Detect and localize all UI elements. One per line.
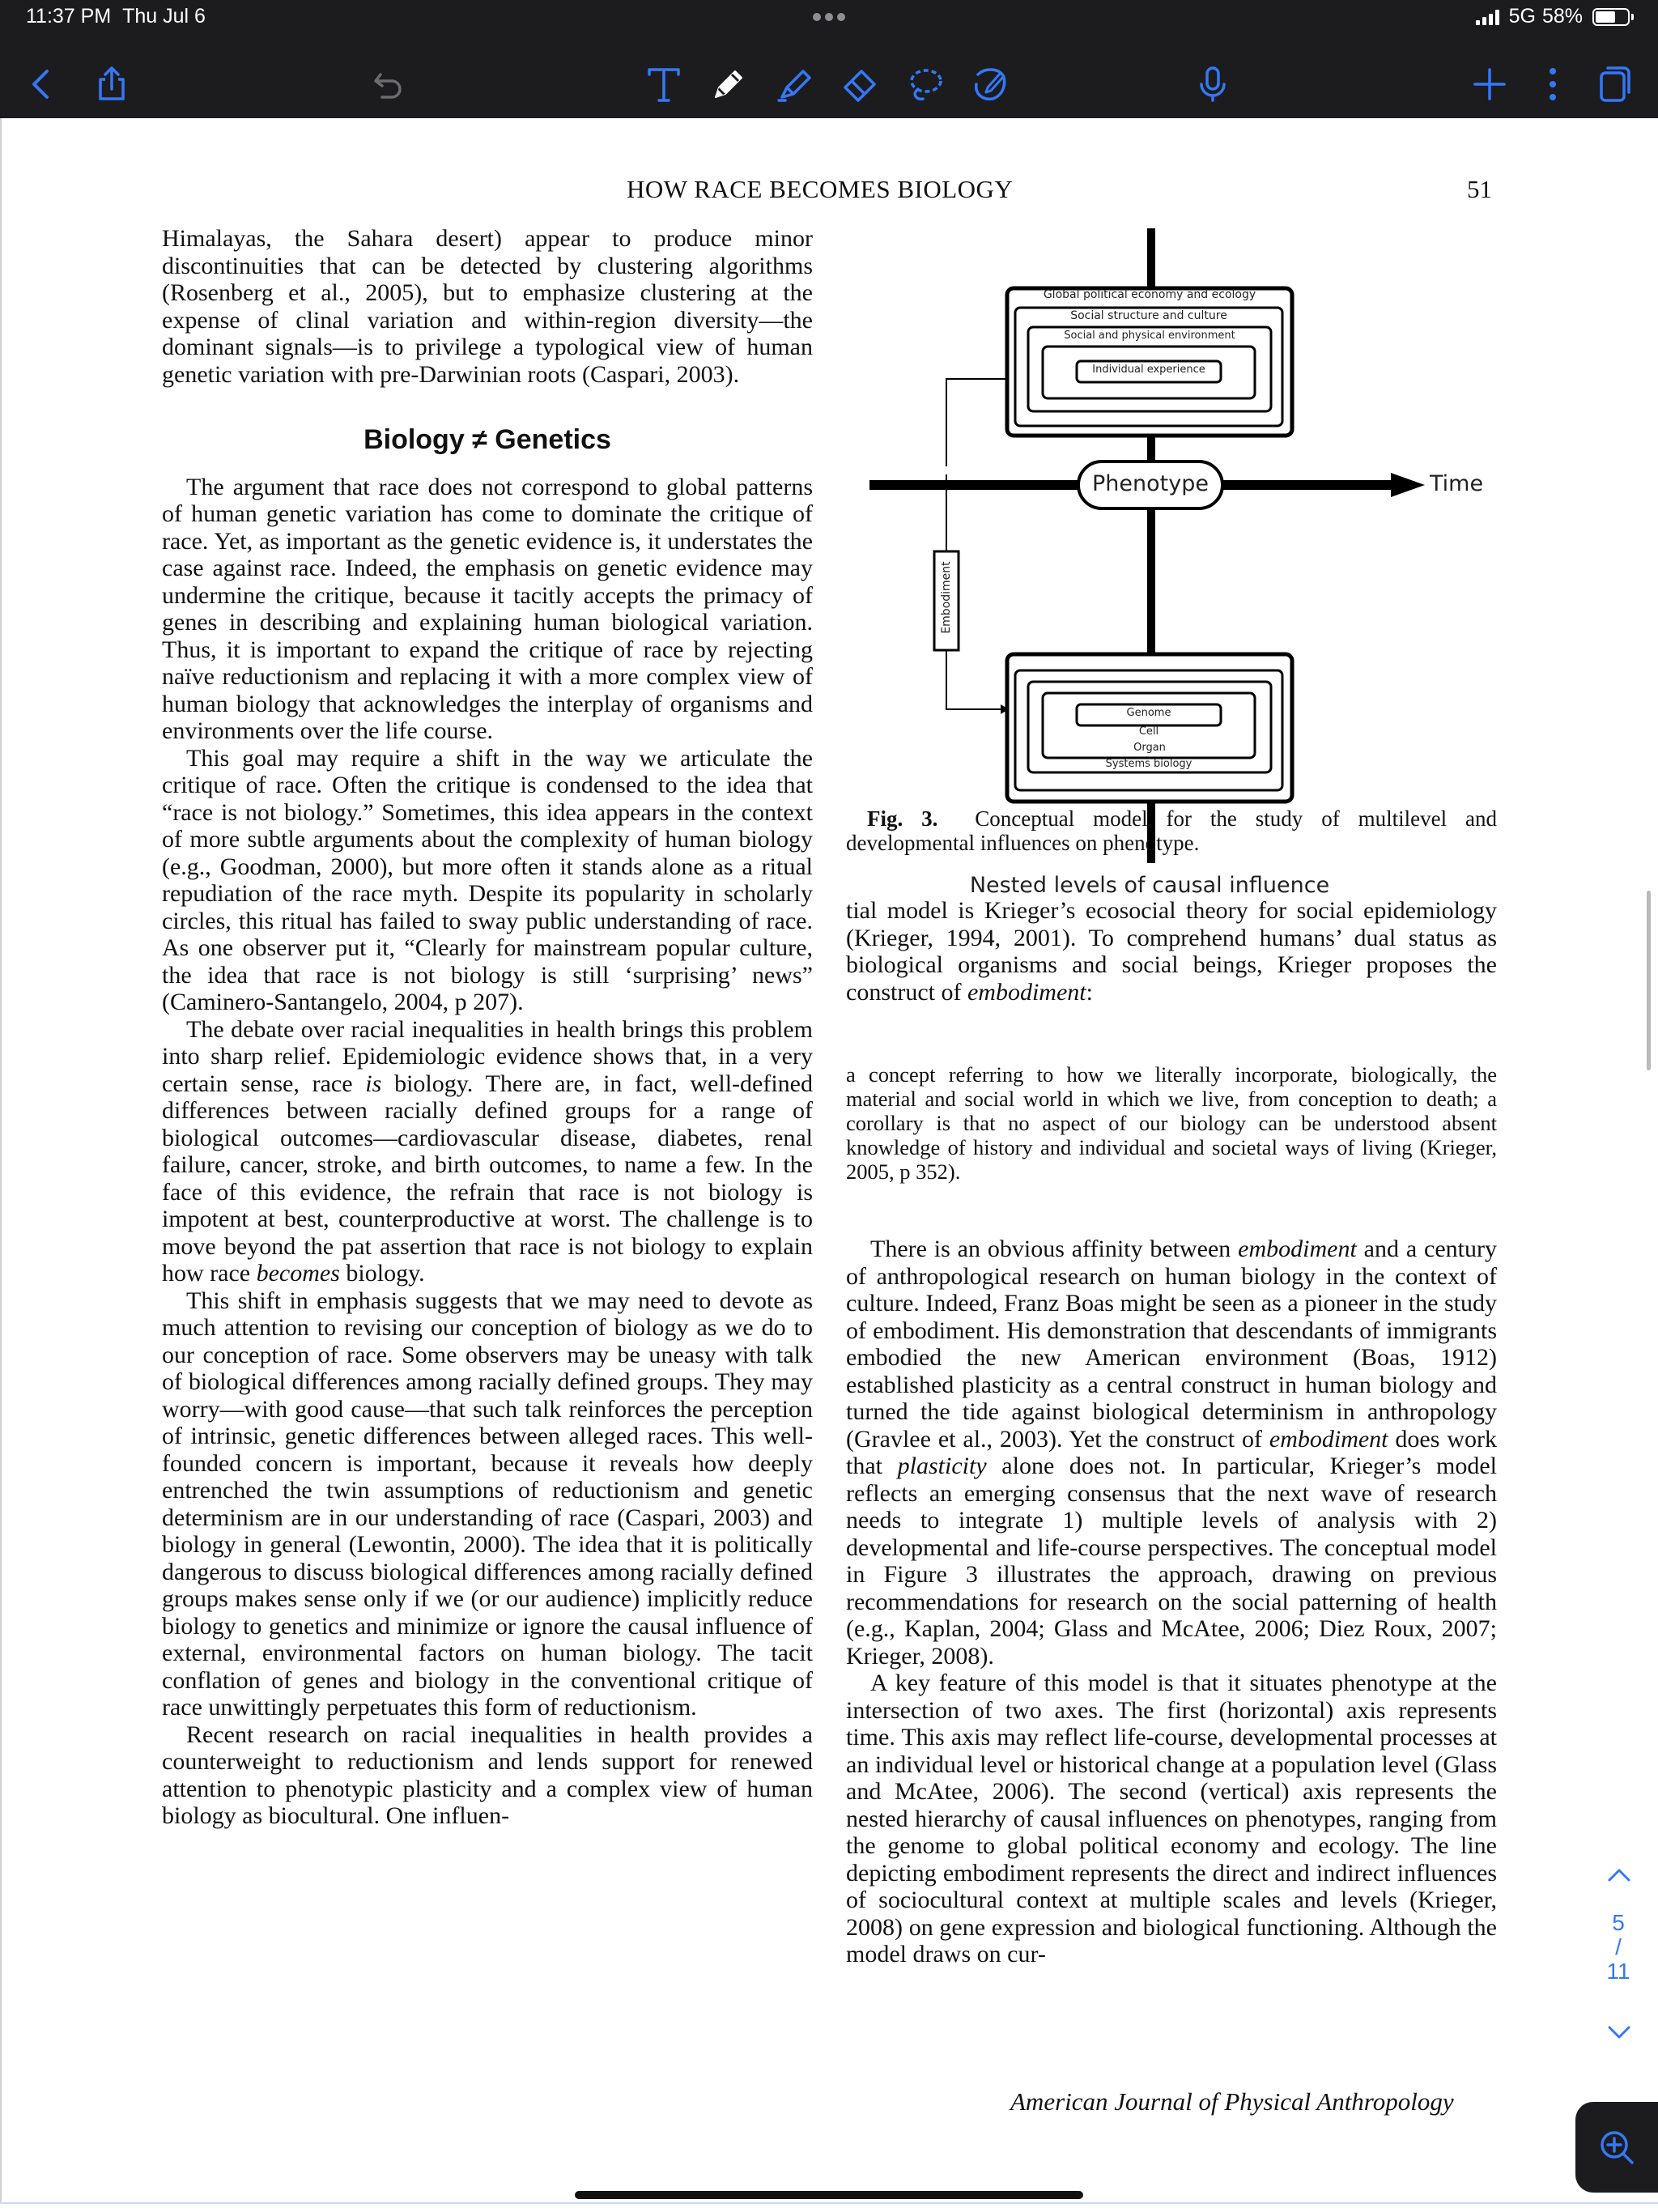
share-icon[interactable] [89, 62, 134, 107]
label-time: Time [1430, 471, 1484, 496]
multitasking-dots-icon[interactable] [813, 8, 845, 16]
top-bar [0, 0, 1658, 118]
label-organ: Organ [1133, 742, 1166, 754]
label-social-structure: Social structure and culture [1070, 309, 1227, 322]
right-column [846, 897, 1497, 1968]
paragraph: This shift in emphasis suggests that we may need to devote as much attention to revising our conception of biology as we do to our conception of race. Some observers may be uneasy with talk of biological differences among racially defined groups. They may worry—with good cause—that such talk reinforces the perception of intrinsic, genetic differences between alleged races. This well-founded concern is important, because it reveals how deeply entrenched the twin assumptions of reductionism and genetic determinism are in our understanding of race (Caspari, 2003) and biology in general (Lewontin, 2000). The idea that it is politically dangerous to discuss biological differences among racially defined groups makes sense only if we (or our audience) implicitly reduce biology to genetics and minimize or ignore the causal influence of external, environmental factors on human biology. The tacit conflation of genes and biology in the conventional critique of race unwittingly perpetuates this form of reductionism. [162, 1287, 813, 1721]
home-indicator[interactable] [575, 2191, 1083, 2199]
pages-icon[interactable] [1592, 62, 1637, 107]
paragraph: This goal may require a shift in the way we articulate the critique of race. Often the critique is condensed to the idea that “race is not biology.” Sometimes, this idea appears in the context of more subtle arguments about the complexity of human biology (e.g., Goodman, 2000), but more often it stands alone as a ritual repudiation of the race myth. Despite its popularity in scholarly circles, this ritual has failed to sway public understanding of race. As one observer put it, “Clearly for mainstream popular culture, the idea that race is not biology is still ‘surprising’ news” (Caminero-Santangelo, 2004, p 207). [162, 744, 813, 1015]
page-separator: / [1615, 1934, 1622, 1959]
page-number: 51 [1467, 175, 1492, 203]
status-time: 11:37 PM [26, 5, 112, 28]
network-type: 5G [1508, 5, 1536, 28]
highlighter-icon[interactable] [772, 62, 818, 107]
zoom-in-icon [1596, 2127, 1637, 2167]
paragraph: A key feature of this model is that it situates phenotype at the intersection of two axes. The first (horizontal) axis represents time. This axis may reflect life-course, developmental processes at an individual level or historical change at a population level (Glass and McAtee, 2006). The second (vertical) axis represents the nested hierarchy of causal influences on phenotypes, ranging from the genome to global political economy and ecology. The line depicting embodiment represents the direct and indirect influences of sociocultural context at multiple scales and levels (Krieger, 2008) on gene expression and biological functioning. Although the model draws on cur- [846, 1670, 1497, 1967]
cellular-signal-icon [1476, 9, 1499, 25]
pen-icon[interactable] [706, 62, 751, 107]
label-phenotype: Phenotype [1092, 471, 1209, 496]
total-pages: 11 [1606, 1959, 1630, 1984]
page-indicator [1600, 1911, 1637, 1984]
undo-icon[interactable] [366, 62, 411, 107]
scrollbar-thumb[interactable] [1647, 891, 1651, 1070]
add-icon[interactable] [1467, 62, 1512, 107]
label-global-political-economy: Global political economy and ecology [1043, 288, 1256, 301]
label-cell: Cell [1138, 725, 1159, 738]
status-date: Thu Jul 6 [122, 5, 206, 28]
label-genome: Genome [1126, 707, 1171, 719]
status-time-date [26, 5, 206, 28]
caption-text: Conceptual model for the study of multilevel and developmental influences on phenotype. [846, 806, 1497, 855]
running-head: HOW RACE BECOMES BIOLOGY [627, 175, 1014, 203]
page-edge [0, 118, 2, 2204]
paragraph: There is an obvious affinity between embodiment and a century of anthropological research on human biology in the context of culture. Indeed, Franz Boas might be seen as a pioneer in the study of embodiment. His demonstration that descendants of immigrants embodied the new American environment (Boas, 1912) established plasticity as a central construct in human biology and turned the tide against biological determinism in anthropology (Gravlee et al., 2003). Yet the construct of embodiment does work that plasticity alone does not. In particular, Krieger’s model reflects an emerging consensus that the next wave of research needs to integrate 1) multiple levels of analysis with 2) developmental and life-course perspectives. The conceptual model in Figure 3 illustrates the approach, drawing on previous recommendations for research on the social patterning of health (e.g., Kaplan, 2004; Glass and McAtee, 2006; Diez Roux, 2007; Krieger, 2008). [846, 1236, 1497, 1670]
lasso-icon[interactable] [902, 62, 947, 107]
status-indicators [1476, 5, 1634, 28]
chevron-up-icon [1601, 1857, 1637, 1893]
figure-subtitle: Nested levels of causal influence [969, 873, 1330, 898]
battery-percent: 58% [1541, 5, 1583, 28]
eraser-icon[interactable] [837, 62, 882, 107]
label-systems-biology: Systems biology [1105, 758, 1192, 770]
page-bottom-edge [0, 2202, 1658, 2204]
section-heading: Biology ≠ Genetics [363, 424, 611, 455]
figure-diagram [866, 223, 1490, 904]
paragraph: The argument that race does not correspond to global patterns of human genetic variation has come to dominate the critique of race. Yet, as important as the genetic evidence is, it understates the case against race. Indeed, the emphasis on genetic evidence may undermine the critique, because it tacitly accepts the primacy of genes in describing and explaining human biological variation. Thus, it is important to expand the critique of race by rejecting naïve reductionism and replacing it with a more complex view of human biology that acknowledges the interplay of organisms and environments over the life course. [162, 473, 813, 744]
paragraph: tial model is Krieger’s ecosocial theory for social epidemiology (Krieger, 1994, 2001). To comprehend humans’ dual status as biological organisms and social beings, Krieger proposes the construct of embodiment: [846, 897, 1497, 1006]
next-page-button[interactable] [1601, 2014, 1637, 2050]
back-icon[interactable] [19, 62, 65, 107]
more-icon[interactable] [1530, 62, 1575, 107]
paragraph: Recent research on racial inequalities in health provides a counterweight to reductionism and lends support for renewed attention to phenotypic plasticity and a complex view of human biology as biocultural. One influen- [162, 1721, 813, 1829]
zoom-button[interactable] [1575, 2102, 1658, 2193]
figure-caption [846, 806, 1497, 855]
figure-3 [866, 223, 1490, 904]
intro-paragraph: Himalayas, the Sahara desert) appear to produce minor discontinuities that can be detected by clustering algorithms (Rosenberg et al., 2005), but to emphasize clustering at the expense of clinal variation and within-region diversity—the dominant signals—is to privilege a typological view of human genetic variation with pre-Darwinian roots (Caspari, 2003). [162, 225, 813, 388]
label-individual-experience: Individual experience [1092, 364, 1205, 376]
text-tool-icon[interactable] [641, 62, 687, 107]
paragraph: The debate over racial inequalities in health brings this problem into sharp relief. Epidemiologic evidence shows that, in a very certain sense, race is biology. There are, in fact, well-defined differences between racially defined groups for a range of biological outcomes—cardiovascular disease, diabetes, renal failure, cancer, stroke, and birth outcomes, to name a few. In the face of this evidence, the refrain that race is not biology is impotent at best, counterproductive at worst. The challenge is to move beyond the pat assertion that race is not biology to explain how race becomes biology. [162, 1015, 813, 1287]
left-column [162, 225, 813, 1830]
battery-icon [1592, 8, 1630, 26]
document-page[interactable] [0, 118, 1658, 2204]
label-embodiment: Embodiment [940, 561, 953, 634]
caption-label: Fig. 3. [867, 806, 938, 831]
microphone-icon[interactable] [1190, 62, 1235, 107]
label-social-physical-environment: Social and physical environment [1064, 330, 1235, 342]
previous-page-button[interactable] [1601, 1857, 1637, 1893]
current-page: 5 [1612, 1910, 1625, 1935]
journal-footer: American Journal of Physical Anthropology [1010, 2087, 1454, 2116]
chevron-down-icon [1601, 2014, 1637, 2050]
shape-icon[interactable] [967, 62, 1012, 107]
block-quote: a concept referring to how we literally incorporate, biologically, the material and social world in which we live, from conception to death; a corollary is that no aspect of our biology can be understood absent knowledge of history and individual and societal ways of living (Krieger, 2005, p 352). [846, 1062, 1497, 1184]
